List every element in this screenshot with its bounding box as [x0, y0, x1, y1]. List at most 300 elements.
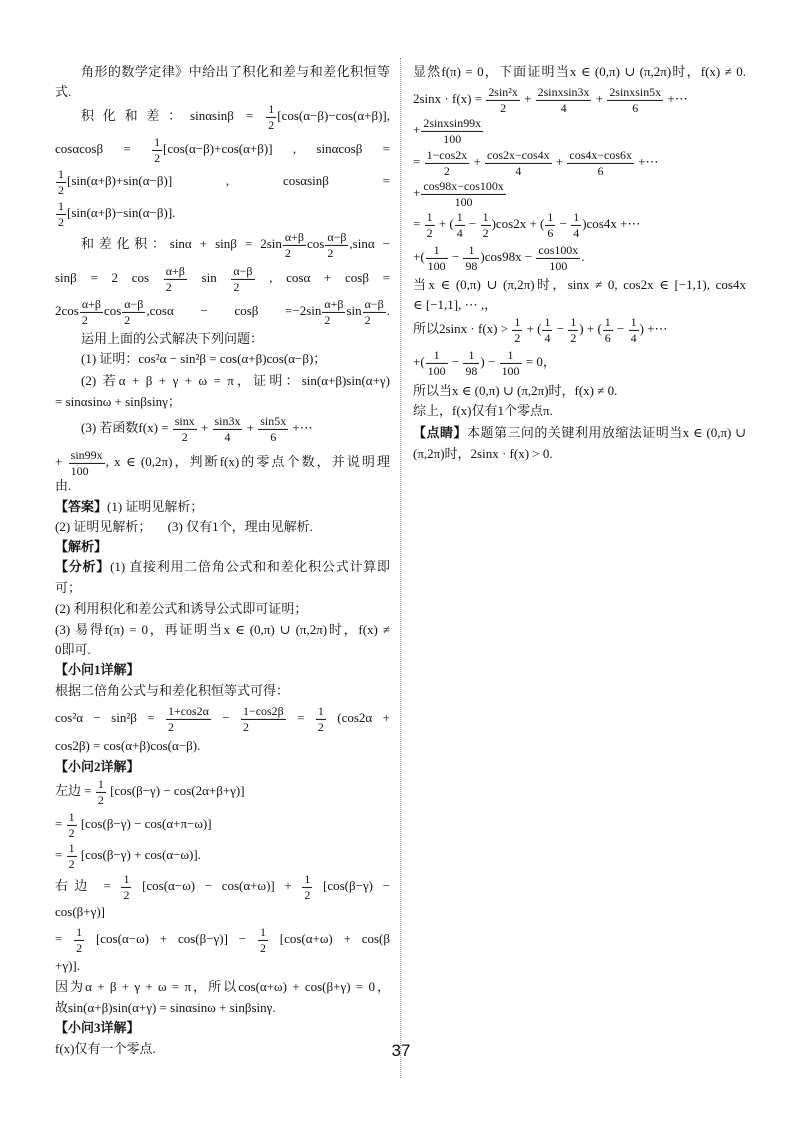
- text-run: ∈ [−1,1], ⋯ ,，: [413, 297, 498, 312]
- fraction: [67, 841, 77, 871]
- fraction-denominator: 2: [500, 100, 507, 115]
- fraction-numerator: sin99x: [70, 447, 103, 462]
- text-line: [55, 102, 390, 132]
- text-run: + (: [523, 320, 542, 336]
- text-line: [55, 758, 390, 776]
- fraction-numerator: sin5x: [260, 413, 287, 428]
- text-line: [55, 641, 390, 659]
- fraction: [96, 777, 106, 807]
- text-run: −: [553, 320, 568, 336]
- text-run: 2cos: [55, 302, 79, 318]
- fraction-denominator: 2: [482, 225, 489, 240]
- fraction-numerator: α−β: [124, 296, 144, 311]
- fraction-denominator: 2: [58, 182, 64, 197]
- fraction: [67, 810, 77, 840]
- fraction-numerator: 1: [463, 348, 479, 364]
- fraction-denominator: 6: [597, 163, 604, 178]
- text-run: 本题第三问的关键利用放缩法证明当x ∈ (0,π) ∪: [466, 425, 746, 440]
- text-run: 所以当x ∈ (0,π) ∪ (π,2π)时，f(x) ≠ 0.: [413, 383, 618, 398]
- column-divider: [400, 58, 401, 1078]
- fraction-numerator: 1: [58, 166, 64, 181]
- text-run: [sin(α+β)−sin(α−β)].: [66, 204, 176, 220]
- fraction-denominator: 2: [68, 856, 75, 871]
- fraction-denominator: 4: [573, 225, 580, 240]
- text-run: sin: [187, 269, 231, 285]
- fraction-numerator: 1: [68, 840, 75, 855]
- fraction-denominator: 2: [58, 214, 64, 229]
- fraction-numerator: 1: [426, 209, 433, 224]
- fraction: [316, 704, 326, 734]
- text-run: [cos(α−β)−cos(α+β)],: [277, 107, 390, 123]
- fraction: [512, 315, 522, 345]
- text-run: =: [55, 846, 66, 862]
- fraction-numerator: 1: [482, 209, 489, 224]
- fraction-numerator: 1: [547, 209, 554, 224]
- text-run: .: [386, 302, 390, 318]
- fraction-numerator: sin3x: [214, 413, 241, 428]
- fraction-numerator: cos4x−cos6x: [569, 147, 632, 162]
- fraction: [545, 210, 555, 240]
- text-line: [55, 393, 390, 411]
- fraction-numerator: 1: [604, 314, 611, 329]
- fraction-numerator: α−β: [327, 229, 347, 244]
- fraction: [455, 210, 465, 240]
- fraction-numerator: 1−cos2x: [426, 147, 468, 162]
- fraction-denominator: 4: [224, 429, 231, 444]
- text-run: ) + (: [579, 320, 602, 336]
- text-line: [413, 276, 746, 294]
- text-run: + (: [435, 215, 454, 231]
- fraction-numerator: 1: [463, 243, 479, 259]
- text-run: cos: [306, 235, 325, 251]
- text-line: [55, 957, 390, 975]
- fraction-numerator: 1: [630, 314, 637, 329]
- fraction-numerator: α+β: [324, 296, 344, 311]
- fraction-denominator: 2: [324, 312, 331, 327]
- text-run: 和差化积：sinα + sinβ = 2sin: [81, 235, 282, 251]
- text-line: [413, 296, 746, 314]
- text-run: sinβ = 2 cos: [55, 269, 163, 285]
- text-line: [55, 999, 390, 1017]
- text-line: [55, 167, 390, 197]
- fraction-denominator: 4: [515, 163, 522, 178]
- text-run: cos²α − sin²β =: [55, 709, 165, 725]
- text-run: sin: [346, 302, 362, 318]
- fraction-denominator: 6: [270, 429, 277, 444]
- fraction: [121, 872, 131, 902]
- text-line: [55, 372, 390, 390]
- text-run: +(: [413, 353, 425, 369]
- text-line: [413, 382, 746, 400]
- fraction-denominator: 2: [154, 150, 161, 165]
- fraction: [485, 148, 552, 178]
- fraction: [258, 414, 288, 444]
- fraction-numerator: 1: [500, 348, 522, 364]
- text-line: [55, 414, 390, 444]
- text-line: [55, 600, 390, 618]
- text-run: −: [448, 248, 463, 264]
- fraction-numerator: 1: [456, 209, 463, 224]
- text-run: +: [243, 419, 258, 435]
- fraction-numerator: 1: [58, 198, 64, 213]
- text-run: ,cosα − cosβ =−2sin: [146, 302, 322, 318]
- text-run: +: [197, 419, 212, 435]
- section-label: 【分析】: [55, 559, 111, 574]
- fraction-numerator: 1−cos2β: [243, 703, 284, 718]
- text-run: )cos2x + (: [491, 215, 545, 231]
- fraction: [56, 199, 66, 229]
- fraction: [80, 297, 103, 327]
- fraction: [421, 179, 505, 209]
- fraction-denominator: 2: [124, 312, 131, 327]
- fraction: [302, 872, 312, 902]
- text-run: (1) 证明见解析；: [107, 499, 204, 514]
- fraction-denominator: 2: [304, 887, 311, 902]
- text-run: +: [413, 121, 421, 137]
- fraction-denominator: 2: [165, 279, 172, 294]
- text-run: = 0，: [522, 353, 556, 369]
- text-run: (2) 利用积化和差公式和诱导公式即可证明；: [55, 601, 308, 616]
- fraction-numerator: 2sin²x: [488, 84, 518, 99]
- fraction: [421, 116, 483, 146]
- fraction-numerator: 1: [426, 243, 448, 259]
- fraction-denominator: 6: [547, 225, 554, 240]
- text-run: )cos4x +⋯: [582, 215, 641, 231]
- text-line: [413, 210, 746, 240]
- text-run: [cos(α−β)+cos(α+β)] , sinαcosβ =: [163, 140, 390, 156]
- text-line: [413, 148, 746, 178]
- fraction-denominator: 2: [243, 719, 250, 734]
- fraction-denominator: 2: [426, 225, 433, 240]
- fraction-numerator: α−β: [364, 296, 384, 311]
- fraction-numerator: cos2x−cos4x: [487, 147, 550, 162]
- fraction: [241, 704, 286, 734]
- fraction-denominator: 2: [268, 117, 275, 132]
- text-line: [55, 264, 390, 294]
- text-run: [cos(α−ω) + cos(β−γ)] −: [85, 930, 257, 946]
- fraction: [266, 102, 276, 132]
- text-line: [55, 498, 390, 516]
- text-run: −: [448, 353, 463, 369]
- text-run: [cos(α−ω) − cos(α+ω)] +: [132, 877, 302, 893]
- text-run: cosαcosβ =: [55, 140, 152, 156]
- text-line: [55, 925, 390, 955]
- text-run: = sinαsinω + sinβsinγ；: [55, 394, 181, 409]
- text-line: [55, 1019, 390, 1037]
- text-line: [55, 230, 390, 260]
- fraction-numerator: sinx: [174, 413, 195, 428]
- text-run: cos2β) = cos(α+β)cos(α−β).: [55, 738, 201, 753]
- text-line: [55, 83, 390, 101]
- fraction-denominator: 2: [317, 719, 324, 734]
- fraction-numerator: 1: [68, 809, 75, 824]
- fraction: [607, 85, 663, 115]
- fraction-denominator: 2: [233, 279, 240, 294]
- text-run: 当x ∈ (0,π) ∪ (π,2π)时，sinx ≠ 0, cos2x ∈ [−1,1), cos4x: [413, 277, 746, 292]
- fraction-numerator: cos100x: [538, 242, 579, 257]
- text-run: 式.: [55, 84, 72, 99]
- text-run: ) +⋯: [639, 320, 668, 336]
- fraction-denominator: 100: [501, 363, 520, 378]
- fraction: [56, 167, 66, 197]
- fraction: [283, 230, 306, 260]
- text-line: [55, 518, 390, 536]
- section-label: 【小问3详解】: [55, 1020, 140, 1035]
- fraction-numerator: 1: [573, 209, 580, 224]
- fraction: [122, 297, 145, 327]
- text-run: 综上，f(x)仅有1个零点π.: [413, 403, 553, 418]
- text-run: 角形的数学定律》中给出了积化和差与和差化积恒等: [81, 64, 390, 79]
- text-line: [55, 841, 390, 871]
- fraction: [363, 297, 386, 327]
- fraction-denominator: 100: [454, 194, 473, 209]
- text-run: (cos2α +: [326, 709, 390, 725]
- fraction-denominator: 98: [465, 363, 478, 378]
- page-number: 37: [391, 1041, 411, 1060]
- text-run: )cos98x −: [480, 248, 536, 264]
- text-run: (π,2π)时，2sinx · f(x) > 0.: [413, 446, 553, 461]
- text-run: (3) 易得f(π) = 0，再证明当x ∈ (0,π) ∪ (π,2π)时，f(x) ≠: [55, 622, 390, 637]
- text-run: +: [520, 90, 535, 106]
- text-run: , cosα + cosβ =: [255, 269, 391, 285]
- text-line: [55, 330, 390, 348]
- text-line: [413, 424, 746, 442]
- text-run: +: [592, 90, 607, 106]
- text-run: 积化和差：sinαsinβ =: [81, 107, 266, 123]
- text-line: [55, 63, 390, 81]
- right-column: [413, 0, 746, 1132]
- fraction-numerator: 1: [76, 924, 83, 939]
- fraction-denominator: 2: [68, 825, 75, 840]
- text-run: ,sinα −: [349, 235, 390, 251]
- fraction-denominator: 6: [632, 100, 639, 115]
- fraction-denominator: 4: [560, 100, 567, 115]
- fraction: [173, 414, 197, 444]
- fraction: [425, 148, 470, 178]
- fraction: [629, 315, 639, 345]
- text-run: (2) 证明见解析； (3) 仅有1个，理由见解析.: [55, 519, 313, 534]
- text-line: [413, 243, 746, 273]
- text-run: +⋯: [289, 419, 313, 435]
- fraction-numerator: α+β: [165, 263, 185, 278]
- text-run: 所以2sinx · f(x) >: [413, 320, 512, 336]
- fraction-denominator: 2: [327, 245, 334, 260]
- fraction-denominator: 4: [456, 225, 463, 240]
- text-line: [55, 135, 390, 165]
- text-run: (3) 若函数f(x) =: [81, 419, 172, 435]
- text-run: +: [552, 153, 567, 169]
- fraction-numerator: 1: [154, 134, 161, 149]
- fraction-denominator: 2: [443, 163, 450, 178]
- fraction-denominator: 6: [604, 330, 611, 345]
- fraction-denominator: 100: [443, 131, 462, 146]
- fraction: [542, 315, 552, 345]
- fraction: [481, 210, 491, 240]
- fraction-numerator: 1: [426, 348, 448, 364]
- fraction-numerator: 1: [304, 871, 311, 886]
- fraction: [426, 243, 448, 273]
- text-line: [55, 682, 390, 700]
- text-run: [cos(β−γ) −: [313, 877, 390, 893]
- fraction-numerator: 1+cos2α: [168, 703, 209, 718]
- text-run: 左边 =: [55, 782, 95, 798]
- text-run: 根据二倍角公式与和差化积恒等式可得：: [55, 683, 290, 698]
- text-run: =: [286, 709, 315, 725]
- fraction: [152, 135, 162, 165]
- text-line: [413, 445, 746, 463]
- fraction: [568, 315, 578, 345]
- text-run: 可；: [55, 580, 82, 595]
- text-run: (1) 直接利用二倍角公式和和差化积公式计算即: [110, 559, 390, 574]
- left-column: [55, 0, 390, 1132]
- text-line: [55, 350, 390, 368]
- fraction-numerator: α+β: [284, 229, 304, 244]
- fraction: [258, 925, 268, 955]
- text-run: 2sinx · f(x) =: [413, 90, 486, 106]
- text-line: [413, 116, 746, 146]
- text-line: [55, 872, 390, 902]
- fraction-denominator: 2: [364, 312, 371, 327]
- text-run: (2) 若α + β + γ + ω = π，证明：sin(α+β)sin(α+γ): [81, 373, 390, 388]
- fraction-numerator: α+β: [81, 296, 101, 311]
- fraction: [603, 315, 613, 345]
- text-line: [413, 179, 746, 209]
- text-line: [413, 402, 746, 420]
- fraction-numerator: 2sinxsin5x: [609, 84, 662, 99]
- fraction-numerator: 1: [97, 776, 104, 791]
- text-run: −: [211, 709, 241, 725]
- fraction-numerator: 1: [268, 101, 275, 116]
- text-line: [55, 737, 390, 755]
- fraction: [231, 264, 254, 294]
- text-run: +: [470, 153, 485, 169]
- text-run: =: [413, 153, 424, 169]
- text-run: =: [55, 930, 74, 946]
- fraction-denominator: 100: [427, 363, 446, 378]
- text-run: −: [465, 215, 480, 231]
- text-line: [55, 297, 390, 327]
- text-run: cos(β+γ)]: [55, 904, 106, 919]
- fraction-numerator: 2sinxsin3x: [537, 84, 590, 99]
- text-line: [55, 621, 390, 639]
- text-run: 由.: [55, 478, 72, 493]
- text-run: =: [413, 215, 424, 231]
- fraction: [567, 148, 634, 178]
- text-run: [cos(β−γ) − cos(2α+β+γ)]: [106, 782, 245, 798]
- fraction-denominator: 98: [465, 258, 478, 273]
- fraction: [463, 243, 479, 273]
- text-run: =: [55, 815, 66, 831]
- text-run: [sin(α+β)+sin(α−β)] , cosαsinβ =: [66, 172, 390, 188]
- text-run: 因为α + β + γ + ω = π，所以cos(α+ω) + cos(β+γ) = 0，: [55, 979, 390, 994]
- text-line: [55, 661, 390, 679]
- text-line: [55, 448, 390, 478]
- text-run: −: [556, 215, 571, 231]
- text-run: f(x)仅有一个零点.: [55, 1041, 156, 1056]
- text-run: , x ∈ (0,2π)，判断f(x)的零点个数，并说明理: [105, 453, 390, 469]
- fraction: [536, 85, 592, 115]
- text-run: 0即可.: [55, 642, 91, 657]
- text-run: +⋯: [634, 153, 659, 169]
- fraction-denominator: 2: [259, 940, 266, 955]
- text-line: [55, 538, 390, 556]
- section-label: 【小问2详解】: [55, 759, 140, 774]
- fraction: [69, 448, 105, 478]
- fraction-denominator: 2: [123, 887, 130, 902]
- fraction-denominator: 2: [514, 330, 521, 345]
- fraction: [500, 348, 522, 378]
- text-run: +(: [413, 248, 425, 264]
- text-line: [55, 199, 390, 229]
- fraction-denominator: 100: [70, 463, 89, 478]
- text-line: [55, 558, 390, 576]
- text-line: [55, 903, 390, 921]
- fraction: [74, 925, 84, 955]
- fraction: [213, 414, 243, 444]
- fraction: [536, 243, 580, 273]
- text-run: [cos(β−γ) − cos(α+π−ω)]: [77, 815, 212, 831]
- fraction-numerator: 1: [259, 924, 266, 939]
- fraction-numerator: 1: [514, 314, 521, 329]
- fraction: [463, 348, 479, 378]
- text-run: −: [613, 320, 628, 336]
- section-label: 【答案】: [55, 499, 108, 514]
- text-line: [413, 85, 746, 115]
- text-line: [55, 704, 390, 734]
- fraction: [426, 348, 448, 378]
- fraction-numerator: 1: [123, 871, 130, 886]
- text-line: [55, 477, 390, 495]
- fraction-denominator: 2: [181, 429, 188, 444]
- fraction-denominator: 100: [549, 258, 568, 273]
- fraction-numerator: α−β: [233, 263, 253, 278]
- text-line: [55, 978, 390, 996]
- text-line: [413, 315, 746, 345]
- fraction-denominator: 100: [427, 258, 446, 273]
- fraction-denominator: 2: [76, 940, 83, 955]
- fraction: [425, 210, 435, 240]
- text-run: +⋯: [664, 90, 688, 106]
- text-run: cos: [103, 302, 122, 318]
- text-run: +: [413, 184, 421, 200]
- fraction-denominator: 2: [284, 245, 291, 260]
- text-line: [55, 579, 390, 597]
- fraction-denominator: 2: [81, 312, 88, 327]
- fraction-numerator: 1: [544, 314, 551, 329]
- fraction: [325, 230, 348, 260]
- text-run: [cos(α+ω) + cos(β: [268, 930, 390, 946]
- section-label: 【小问1详解】: [55, 662, 140, 677]
- text-line: [55, 777, 390, 807]
- text-run: ) −: [480, 353, 499, 369]
- text-run: .: [581, 248, 585, 264]
- text-run: 故sin(α+β)sin(α+γ) = sinαsinω + sinβsinγ.: [55, 1000, 276, 1015]
- fraction: [322, 297, 345, 327]
- fraction-numerator: 1: [317, 703, 324, 718]
- fraction: [166, 704, 211, 734]
- text-line: [55, 1040, 390, 1058]
- fraction-denominator: 2: [570, 330, 577, 345]
- fraction-numerator: 1: [570, 314, 577, 329]
- fraction: [164, 264, 187, 294]
- fraction-numerator: 2sinxsin99x: [423, 115, 482, 130]
- text-run: [cos(β−γ) + cos(α−ω)].: [77, 846, 201, 862]
- fraction-denominator: 4: [544, 330, 551, 345]
- fraction-denominator: 4: [630, 330, 637, 345]
- text-run: +γ)].: [55, 958, 80, 973]
- fraction: [486, 85, 520, 115]
- fraction-numerator: cos98x−cos100x: [423, 178, 504, 193]
